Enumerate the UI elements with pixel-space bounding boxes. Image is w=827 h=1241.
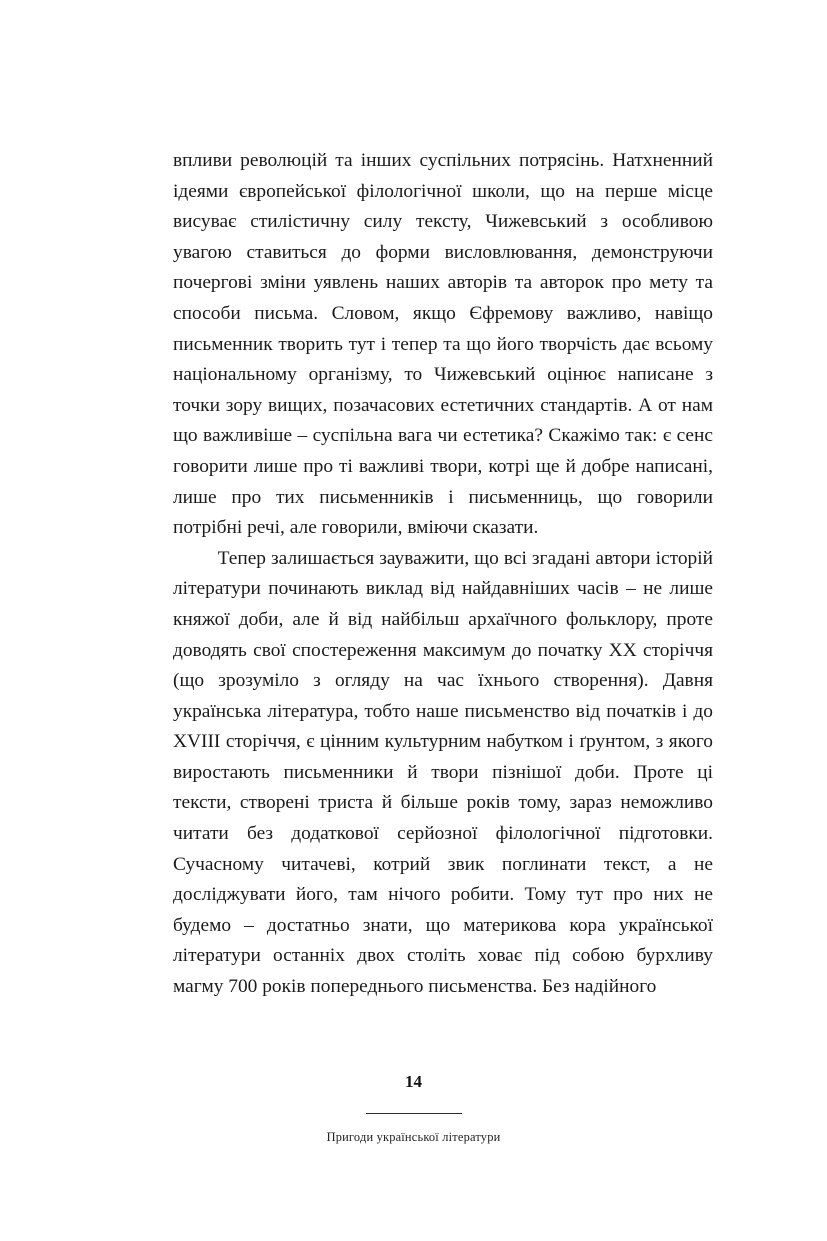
- page-body-text: [173, 146, 713, 1003]
- running-title: Пригоди української літератури: [326, 1130, 501, 1144]
- page-number: 14: [405, 1072, 422, 1091]
- body-paragraph-2: Тепер залишається зауважити, що всі згадані автори історій літератури починають виклад від найдавніших часів – не лише княжої доби, але й від найбільш архаїчного фольклору, проте доводять свої спостереження максимум до початку XX сторіччя (що зрозуміло з огляду на час їхнього створення). Давня українська література, тобто наше письменство від початків і до XVIII сторіччя, є цінним культурним набутком і ґрунтом, з якого виростають письменники й твори пізнішої доби. Проте ці тексти, створені триста й більше років тому, зараз неможливо читати без додаткової серйозної філологічної підготовки. Сучасному читачеві, котрий звик поглинати текст, а не досліджувати його, там нічого робити. Тому тут про них не будемо – достатньо знати, що материкова кора української літератури останніх двох століть ховає під собою бурхливу магму 700 років попереднього письменства. Без надійного: [173, 547, 713, 998]
- footer-divider: [366, 1113, 462, 1114]
- body-paragraph-1: впливи революцій та інших суспільних потрясінь. Натхненний ідеями європейської філологічної школи, що на перше місце висуває стилістичну силу тексту, Чижевський з особливою увагою ставиться до форми висловлювання, демонструючи почергові зміни уявлень наших авторів та авторок про мету та способи письма. Словом, якщо Єфремову важливо, навіщо письменник творить тут і тепер та що його творчість дає всьому національному організму, то Чижевський оцінює написане з точки зору вищих, позачасових естетичних стандартів. А от нам що важливіше – суспільна вага чи естетика? Скажімо так: є сенс говорити лише про ті важливі твори, котрі ще й добре написані, лише про тих письменників і письменниць, що говорили потрібні речі, але говорили, вміючи сказати.: [173, 150, 713, 539]
